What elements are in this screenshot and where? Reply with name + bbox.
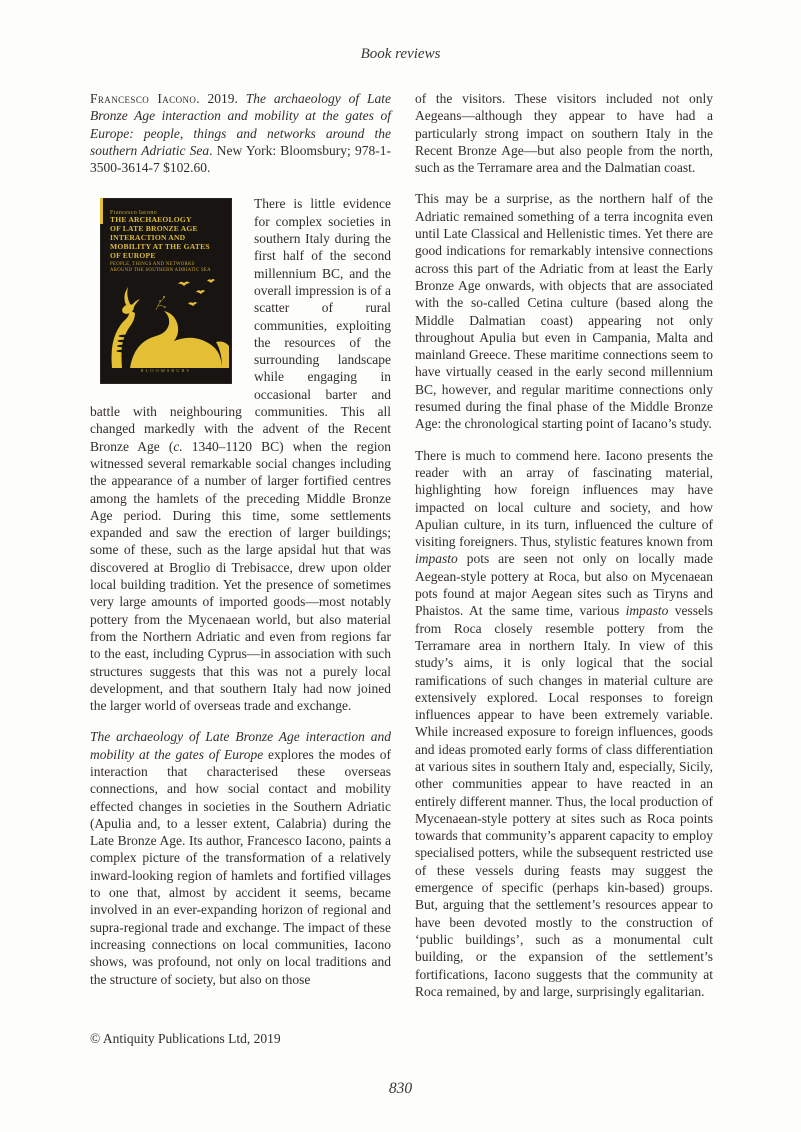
cover-title-line: INTERACTION AND: [110, 233, 186, 243]
cover-spine-strip: [100, 198, 103, 224]
cover-subtitle-line: PEOPLE, THINGS AND NETWORKS: [110, 262, 195, 268]
paragraph-left-2: The archaeology of Late Bronze Age interaction and mobility at the gates of Europe explores the modes of interaction that characterised these overseas connections, and how social contact and mobility effected changes in societies in the Southern Adriatic (Apulia and, to a lesser extent, Calabria) during the Late Bronze Age. Its author, Francesco Iacono, paints a complex picture of the transformation of a relatively inward-looking region of hamlets and fortified villages to one that, almost by accident it seems, became involved in an ever-expanding horizon of regional and supra-regional trade and exchange. The impact of these increasing connections on local communities, Iacono shows, was profound, not only on local traditions and the structure of society, but also on those: [90, 729, 392, 987]
cover-author: Francesco Iacono: [110, 210, 157, 217]
paragraph-left-1: [90, 195, 391, 714]
book-citation: Francesco Iacono. 2019. The archaeology of Late Bronze Age interaction and mobility at the gates of Europe: people, things and networks around the southern Adriatic Sea. New York: Bloomsbury; 978-1-3500-3614-7 $102.60.: [90, 91, 391, 176]
page-number: 830: [388, 1080, 413, 1097]
cover-title-line: MOBILITY AT THE GATES: [110, 242, 210, 252]
paragraph-right-1: of the visitors. These visitors included not only Aegeans—although they appear to have had a particularly strong impact on southern Italy in the Recent Bronze Age—but also people from the north, such as the Terramare area and the Dalmatian coast.: [415, 91, 713, 176]
right-column: [415, 90, 713, 1014]
cover-publisher: BLOOMSBURY: [140, 368, 192, 374]
copyright-line: © Antiquity Publications Ltd, 2019: [90, 1031, 281, 1046]
cover-title-line: THE ARCHAEOLOGY: [110, 215, 192, 225]
paragraph-right-3: There is much to commend here. Iacono presents the reader with an array of fascinating material, highlighting how foreign influences may have impacted on local culture and society, and how Apulian culture, in its turn, influenced the culture of visiting foreigners. Thus, stylistic features known from impasto pots are seen not only on locally made Aegean-style pottery at Roca, but also on Mycenaean pots found at major Aegean sites such as Tiryns and Phaistos. At the same time, various impasto vessels from Roca closely resemble pottery from the Terramare area in northern Italy. In view of this study’s aims, it is only logical that the social ramifications of such changes in material culture are extensively explored. Local responses to foreign influences appear to have been extremely variable. While increased exposure to foreign influences, goods and ideas promoted early forms of class differentiation at various sites in southern Italy and, especially, Sicily, other communities appear to have reacted in an entirely different manner. Thus, the local production of Mycenaean-style pottery at sites such as Roca points towards that community’s apparent capacity to employ specialised potters, while the subsequent restricted use of these vessels during feasts may suggest the emergence of specific (perhaps kin-based) groups. But, arguing that the settlement’s resources appear to have been devoted mostly to the construction of ‘public buildings’, such as a monumental cult building, or the expansion of the settlement’s fortifications, Iacono suggests that the community at Roca remained, by and large, surprisingly egalitarian.: [415, 447, 713, 999]
cover-title: [110, 215, 226, 260]
paragraph-text: There is little evidence for complex societies in southern Italy during the first half of the second millennium BC, and the overall impression is of a scatter of rural communities, exploiting the resources of the surrounding landscape while engaging in occasional barter and battle with neighbouring communities. This all changed markedly with the advent of the Recent Bronze Age (c. 1340–1120 BC) when the region witnessed several remarkable social changes including the appearance of a number of larger fortified centres among the hamlets of the preceding Middle Bronze Age period. During this time, some settlements expanded and saw the erection of larger buildings; some of these, such as the large apsidal hut that was discovered at Broglio di Trebisacce, drew upon older local building tradition. Yet the presence of sometimes very large amounts of imported goods—most notably pottery from the Mycenaean world, but also material from the Northern Adriatic and even from regions far to the east, including Cyprus—in association with such structures suggests that this was not a purely local development, and that southern Italy had now joined the larger world of overseas trade and exchange.: [90, 196, 391, 714]
cover-subtitle-line: AROUND THE SOUTHERN ADRIATIC SEA: [110, 268, 211, 274]
cover-title-line: OF EUROPE: [110, 251, 156, 261]
cover-illustration: [104, 276, 229, 368]
running-head: Book reviews: [360, 46, 441, 62]
cover-title-line: OF LATE BRONZE AGE: [110, 224, 198, 234]
left-column: [90, 90, 391, 1002]
cover-subtitle: [110, 262, 226, 274]
book-cover: [100, 198, 232, 384]
paragraph-right-2: This may be a surprise, as the northern half of the Adriatic remained something of a terra incognita even until Late Classical and Hellenistic times. Yet there are good indications for remarkably intensive connections across this part of the Adriatic from at least the Early Bronze Age onwards, with objects that are associated with the so-called Cetina culture (based along the Middle Dalmatian coast) appearing not only throughout Apulia but even in Campania, Malta and mainland Greece. These maritime connections seem to have virtually ceased in the early second millennium BC, however, and regular maritime connections only resumed during the final phase of the Middle Bronze Age: the chronological starting point of Iacano’s study.: [415, 191, 713, 432]
